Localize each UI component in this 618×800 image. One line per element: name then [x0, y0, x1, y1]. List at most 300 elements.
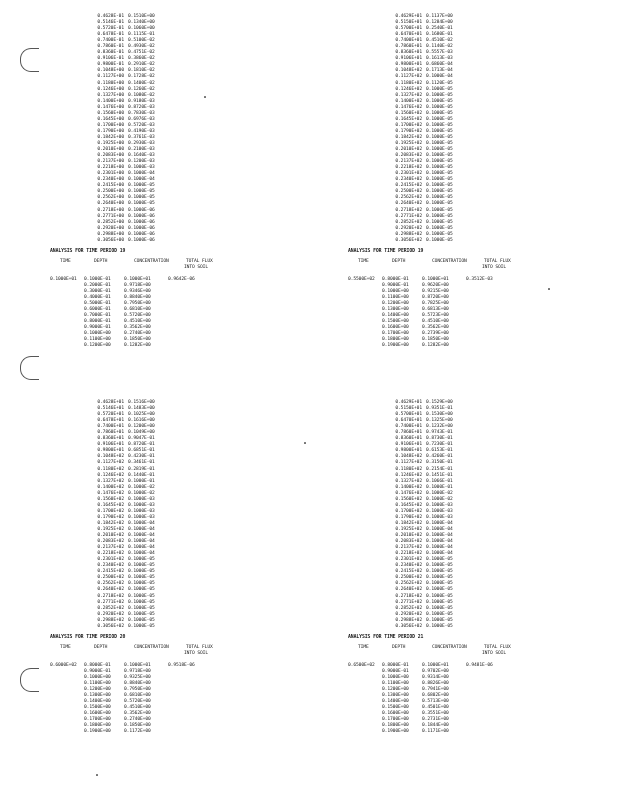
concentration-value: 0.1000E-06	[128, 213, 155, 219]
concentration-value: 0.1000E-05	[128, 195, 155, 201]
depth-value: 0.3000E-01	[84, 289, 111, 295]
depth-value: 0.9000E-01	[382, 668, 409, 674]
depth-value: 0.5720E-01	[97, 26, 124, 32]
concentration-value: 0.1000E-06	[128, 207, 155, 213]
depth-value: 0.9800E+01	[97, 448, 124, 454]
concentration-value: 0.2540E-01	[426, 26, 453, 32]
concentration-value: 0.3562E+00	[124, 325, 151, 331]
concentration-value: 0.9702E+00	[422, 668, 449, 674]
concentration-value: 0.1000E-03	[128, 508, 155, 514]
concentration-value: 0.5720E+00	[124, 313, 151, 319]
depth-value: 0.2771E+02	[97, 599, 124, 605]
concentration-value: 0.1066E-01	[426, 478, 453, 484]
depth-value: 0.2010E+02	[395, 533, 422, 539]
concentration-value: 0.1000E-05	[426, 587, 453, 593]
depth-value: 0.1327E+02	[395, 92, 422, 98]
depth-value: 0.2852E+02	[395, 219, 422, 225]
concentration-value: 0.1232E+00	[426, 424, 453, 430]
depth-value: 0.2415E+02	[395, 183, 422, 189]
depth-value: 0.1900E+00	[382, 343, 409, 349]
depth-value: 0.1246E+02	[97, 472, 124, 478]
concentration-value: 0.1000E-05	[426, 98, 453, 104]
depth-value: 0.1476E+02	[395, 490, 422, 496]
depth-value: 0.2301E+02	[395, 171, 422, 177]
depth-value: 0.1842E+02	[97, 520, 124, 526]
concentration-value: 0.1000E-04	[128, 177, 155, 183]
concentration-value: 0.1728E-02	[128, 74, 155, 80]
depth-value: 0.9000E-01	[84, 325, 111, 331]
concentration-value: 0.1000E-05	[426, 231, 453, 237]
depth-value: 0.4629E+01	[395, 14, 422, 19]
col-total-flux: TOTAL FLUX	[186, 644, 213, 650]
concentration-value: 0.1510E+00	[128, 14, 155, 19]
concentration-value: 0.1530E+00	[426, 412, 453, 418]
period-header: ANALYSIS FOR TIME PERIOD 21	[348, 634, 424, 640]
depth-value: 0.1127E+00	[97, 74, 124, 80]
depth-value: 0.2852E+02	[97, 605, 124, 611]
concentration-value: 0.1200E-03	[128, 159, 155, 165]
concentration-value: 0.7950E+00	[124, 301, 151, 307]
depth-value: 0.2415E+02	[97, 569, 124, 575]
concentration-value: 0.1000E-02	[426, 490, 453, 496]
concentration-value: 0.1000E-05	[426, 575, 453, 581]
depth-value: 0.6478E-01	[97, 32, 124, 38]
depth-value: 0.5150E+01	[395, 20, 422, 26]
concentration-value: 0.2731E+00	[422, 717, 449, 723]
concentration-value: 0.7830E-03	[128, 110, 155, 116]
depth-value: 0.1100E+00	[382, 295, 409, 301]
concentration-value: 0.1260E-02	[128, 86, 155, 92]
depth-value: 0.1246E+02	[395, 472, 422, 478]
concentration-value: 0.1000E-05	[426, 581, 453, 587]
concentration-value: 0.2740E+00	[124, 331, 151, 337]
depth-value: 0.1048E+02	[395, 68, 422, 74]
depth-value: 0.1900E+00	[84, 729, 111, 735]
col-total-flux: TOTAL FLUX	[484, 644, 511, 650]
col-concentration: CONCENTRATION	[134, 644, 169, 650]
concentration-value: 0.1000E-05	[426, 153, 453, 159]
concentration-value: 0.1000E-02	[128, 484, 155, 490]
results-table	[50, 663, 213, 736]
concentration-value: 0.7941E+00	[422, 687, 449, 693]
binder-hole	[20, 668, 39, 692]
col-concentration: CONCENTRATION	[432, 258, 467, 264]
concentration-value: 0.1000E-04	[128, 551, 155, 557]
concentration-value: 0.1000E-05	[426, 617, 453, 623]
concentration-value: 0.8720E-01	[128, 442, 155, 448]
concentration-value: 0.1000E-04	[128, 533, 155, 539]
depth-value: 0.1645E+02	[395, 502, 422, 508]
concentration-value: 0.1000E-05	[426, 177, 453, 183]
speck	[304, 442, 306, 444]
concentration-value: 0.4510E+00	[422, 319, 449, 325]
concentration-value: 0.1000E-05	[128, 581, 155, 587]
depth-value: 0.1500E+00	[382, 319, 409, 325]
concentration-value: 0.1000E-06	[128, 225, 155, 231]
concentration-value: 0.2819E-01	[128, 466, 155, 472]
depth-value: 0.8360E-01	[97, 50, 124, 56]
concentration-value: 0.2740E+00	[124, 717, 151, 723]
concentration-value: 0.1000E-05	[426, 237, 453, 243]
depth-value: 0.1100E+00	[84, 681, 111, 687]
concentration-value: 0.1000E-03	[128, 502, 155, 508]
concentration-value: 0.5713E+00	[422, 699, 449, 705]
concentration-value: 0.4501E+00	[422, 705, 449, 711]
col-depth: DEPTH	[94, 644, 108, 650]
binder-hole	[20, 356, 39, 380]
depth-value: 0.1645E+02	[97, 502, 124, 508]
depth-value: 0.2083E+00	[97, 153, 124, 159]
concentration-value: 0.1120E-05	[426, 80, 453, 86]
depth-value: 0.2083E+02	[395, 153, 422, 159]
concentration-value: 0.1000E-05	[426, 116, 453, 122]
concentration-value: 0.8840E+00	[124, 681, 151, 687]
depth-value: 0.2340E+02	[395, 563, 422, 569]
depth-value: 0.1127E+02	[395, 460, 422, 466]
concentration-value: 0.1000E-05	[426, 557, 453, 563]
depth-value: 0.2137E+00	[97, 159, 124, 165]
depth-value: 0.6470E+01	[395, 32, 422, 38]
concentration-value: 0.3461E-01	[128, 460, 155, 466]
depth-value: 0.8000E-01	[382, 276, 409, 282]
concentration-value: 0.2930E-03	[128, 140, 155, 146]
depth-value: 0.2920E+02	[395, 225, 422, 231]
depth-value: 0.3056E+02	[395, 623, 422, 629]
concentration-value: 0.1000E-05	[426, 605, 453, 611]
concentration-value: 0.1000E-04	[128, 526, 155, 532]
depth-value: 0.2137E+02	[395, 159, 422, 165]
depth-value: 0.1476E+02	[395, 104, 422, 110]
concentration-value: 0.1000E-05	[426, 140, 453, 146]
depth-value: 0.2562E+00	[97, 195, 124, 201]
results-row	[348, 343, 511, 349]
concentration-value: 0.1000E-05	[426, 225, 453, 231]
depth-value: 0.1200E+00	[84, 687, 111, 693]
depth-value: 0.1100E+00	[84, 337, 111, 343]
depth-value: 0.1127E+02	[97, 460, 124, 466]
profile-table	[378, 14, 511, 244]
depth-value: 0.1600E+00	[382, 711, 409, 717]
concentration-value: 0.1000E-05	[128, 587, 155, 593]
depth-value: 0.1048E+02	[395, 454, 422, 460]
concentration-value: 0.1810E-02	[128, 68, 155, 74]
depth-value: 0.2340E+02	[395, 177, 422, 183]
concentration-value: 0.5723E+00	[422, 313, 449, 319]
depth-value: 0.1925E+00	[97, 140, 124, 146]
depth-value: 0.1327E+02	[395, 478, 422, 484]
table-row	[80, 624, 213, 630]
concentration-value: 0.1000E-05	[426, 201, 453, 207]
depth-value: 0.7400E+01	[97, 424, 124, 430]
concentration-value: 0.6976E-03	[128, 116, 155, 122]
depth-value: 0.1700E+02	[395, 122, 422, 128]
col-time: TIME	[60, 644, 71, 650]
depth-value: 0.1800E+00	[382, 723, 409, 729]
concentration-value: 0.2100E-03	[128, 147, 155, 153]
depth-value: 0.1300E+00	[382, 693, 409, 699]
depth-value: 0.2218E+02	[395, 165, 422, 171]
concentration-value: 0.1000E-05	[426, 134, 453, 140]
depth-value: 0.6478E+01	[97, 418, 124, 424]
depth-value: 0.1476E+00	[97, 104, 124, 110]
col-sub-into-soil: INTO SOIL	[184, 264, 208, 270]
col-sub-into-soil: INTO SOIL	[184, 650, 208, 656]
depth-value: 0.9800E-01	[97, 62, 124, 68]
concentration-value: 0.1000E-05	[426, 159, 453, 165]
concentration-value: 0.3860E-02	[128, 56, 155, 62]
depth-value: 0.1400E+00	[382, 699, 409, 705]
concentration-value: 0.9314E+00	[422, 675, 449, 681]
depth-value: 0.1400E+00	[84, 699, 111, 705]
concentration-value: 0.1000E-05	[128, 189, 155, 195]
depth-value: 0.4628E-01	[97, 14, 124, 19]
concentration-value: 0.1000E-05	[128, 563, 155, 569]
depth-value: 0.8000E-01	[84, 319, 111, 325]
column-header	[50, 645, 213, 651]
speck	[548, 288, 550, 290]
depth-value: 0.2500E+02	[395, 189, 422, 195]
concentration-value: 0.1080E-02	[128, 92, 155, 98]
depth-value: 0.1560E+00	[97, 110, 124, 116]
depth-value: 0.1790E+02	[395, 128, 422, 134]
depth-value: 0.8000E-01	[382, 662, 409, 668]
concentration-value: 0.4230E-01	[128, 454, 155, 460]
depth-value: 0.7860E+01	[395, 430, 422, 436]
period-header: ANALYSIS FOR TIME PERIOD 19	[50, 248, 126, 254]
concentration-value: 0.1000E-05	[426, 563, 453, 569]
profile-table	[80, 14, 213, 244]
panel-top-left	[50, 14, 213, 349]
depth-value: 0.2562E+02	[395, 581, 422, 587]
depth-value: 0.5150E+01	[395, 406, 422, 412]
depth-value: 0.1400E+00	[382, 313, 409, 319]
depth-value: 0.1000E+00	[84, 331, 111, 337]
col-concentration: CONCENTRATION	[134, 258, 169, 264]
depth-value: 0.2562E+02	[395, 195, 422, 201]
concentration-value: 0.1282E+00	[422, 343, 449, 349]
depth-value: 0.2137E+02	[395, 545, 422, 551]
col-time: TIME	[358, 644, 369, 650]
depth-value: 0.2340E+02	[97, 563, 124, 569]
concentration-value: 0.9346E+00	[124, 289, 151, 295]
concentration-value: 0.1000E-04	[426, 533, 453, 539]
concentration-value: 0.1000E-03	[426, 502, 453, 508]
concentration-value: 0.1000E-05	[128, 605, 155, 611]
concentration-value: 0.1000E-05	[128, 183, 155, 189]
depth-value: 0.7860E+01	[395, 44, 422, 50]
concentration-value: 0.1000E-05	[426, 147, 453, 153]
table-row	[80, 238, 213, 244]
concentration-value: 0.1000E+01	[422, 276, 449, 282]
flux-value: 0.9642E-06	[168, 276, 195, 282]
depth-value: 0.1400E+02	[395, 484, 422, 490]
depth-value: 0.1048E+00	[97, 68, 124, 74]
concentration-value: 0.9718E+00	[124, 282, 151, 288]
depth-value: 0.1842E+02	[395, 520, 422, 526]
depth-value: 0.2301E+02	[97, 557, 124, 563]
depth-value: 0.1476E+02	[97, 490, 124, 496]
concentration-value: 0.1000E-05	[128, 617, 155, 623]
results-table	[50, 277, 213, 350]
concentration-value: 0.9743E-01	[426, 430, 453, 436]
concentration-value: 0.1171E+00	[422, 729, 449, 735]
depth-value: 0.2083E+02	[97, 539, 124, 545]
col-concentration: CONCENTRATION	[432, 644, 467, 650]
concentration-value: 0.1000E-04	[426, 520, 453, 526]
concentration-value: 0.4510E+00	[124, 705, 151, 711]
profile-table	[378, 400, 511, 630]
depth-value: 0.1925E+02	[395, 526, 422, 532]
binder-hole	[20, 48, 39, 72]
depth-value: 0.2988E+02	[97, 617, 124, 623]
concentration-value: 0.1850E+00	[124, 723, 151, 729]
depth-value: 0.2415E+02	[395, 569, 422, 575]
concentration-value: 0.1000E+01	[422, 662, 449, 668]
depth-value: 0.1925E+02	[395, 140, 422, 146]
depth-value: 0.4000E-01	[84, 295, 111, 301]
concentration-value: 0.1115E-01	[128, 32, 155, 38]
concentration-value: 0.1000E-05	[426, 623, 453, 629]
concentration-value: 0.5100E-02	[128, 38, 155, 44]
concentration-value: 0.1282E+00	[124, 343, 151, 349]
depth-value: 0.1246E+00	[97, 86, 124, 92]
concentration-value: 0.1000E-05	[128, 201, 155, 207]
depth-value: 0.1600E+00	[84, 711, 111, 717]
concentration-value: 0.1000E-02	[128, 490, 155, 496]
col-depth: DEPTH	[392, 644, 406, 650]
depth-value: 0.7000E-01	[84, 313, 111, 319]
concentration-value: 0.1680E-01	[426, 32, 453, 38]
depth-value: 0.2000E-01	[84, 282, 111, 288]
depth-value: 0.1790E+00	[97, 128, 124, 134]
concentration-value: 0.1060E+00	[128, 26, 155, 32]
concentration-value: 0.1000E-03	[128, 496, 155, 502]
results-row	[348, 729, 511, 735]
concentration-value: 0.1000E-05	[128, 599, 155, 605]
concentration-value: 0.2154E-01	[426, 466, 453, 472]
depth-value: 0.1400E+00	[97, 98, 124, 104]
depth-value: 0.1900E+00	[382, 729, 409, 735]
concentration-value: 0.1000E-04	[426, 74, 453, 80]
concentration-value: 0.9215E+00	[422, 289, 449, 295]
depth-value: 0.1700E+00	[97, 122, 124, 128]
concentration-value: 0.6153E-01	[426, 448, 453, 454]
concentration-value: 0.1325E+00	[426, 418, 453, 424]
concentration-value: 0.1000E-04	[128, 520, 155, 526]
depth-value: 0.1048E+02	[97, 454, 124, 460]
col-sub-into-soil: INTO SOIL	[482, 650, 506, 656]
depth-value: 0.1700E+00	[84, 717, 111, 723]
depth-value: 0.1645E+00	[97, 116, 124, 122]
col-time: TIME	[358, 258, 369, 264]
depth-value: 0.7860E-01	[97, 44, 124, 50]
time-value: 0.5500E+02	[348, 276, 375, 282]
depth-value: 0.2640E+02	[395, 587, 422, 593]
concentration-value: 0.8720E+00	[422, 295, 449, 301]
concentration-value: 0.4510E-02	[426, 38, 453, 44]
depth-value: 0.2218E+00	[97, 165, 124, 171]
concentration-value: 0.3562E+00	[124, 711, 151, 717]
depth-value: 0.2415E+00	[97, 183, 124, 189]
concentration-value: 0.1000E-05	[426, 104, 453, 110]
concentration-value: 0.1000E-05	[426, 593, 453, 599]
depth-value: 0.9800E+01	[395, 62, 422, 68]
depth-value: 0.1180E+02	[97, 466, 124, 472]
depth-value: 0.9800E+01	[395, 448, 422, 454]
concentration-value: 0.1000E-04	[128, 545, 155, 551]
flux-value: 0.9481E-06	[466, 662, 493, 668]
concentration-value: 0.9718E+00	[124, 668, 151, 674]
depth-value: 0.1327E+00	[97, 92, 124, 98]
concentration-value: 0.1200E+00	[128, 424, 155, 430]
concentration-value: 0.9325E+00	[124, 675, 151, 681]
depth-value: 0.1127E+02	[395, 74, 422, 80]
concentration-value: 0.1000E-05	[426, 122, 453, 128]
concentration-value: 0.4510E+00	[124, 319, 151, 325]
depth-value: 0.2500E+02	[97, 575, 124, 581]
depth-value: 0.5700E+01	[395, 26, 422, 32]
depth-value: 0.2852E+00	[97, 219, 124, 225]
depth-value: 0.1000E+00	[84, 675, 111, 681]
concentration-value: 0.6810E+00	[124, 307, 151, 313]
concentration-value: 0.1844E+00	[422, 723, 449, 729]
concentration-value: 0.2910E-02	[128, 62, 155, 68]
concentration-value: 0.1000E-06	[128, 237, 155, 243]
concentration-value: 0.1000E-06	[128, 219, 155, 225]
time-value: 0.6000E+02	[50, 662, 77, 668]
concentration-value: 0.1440E-01	[128, 472, 155, 478]
depth-value: 0.1200E+00	[84, 343, 111, 349]
concentration-value: 0.1000E-06	[128, 231, 155, 237]
depth-value: 0.2500E+02	[395, 575, 422, 581]
depth-value: 0.2988E+02	[395, 617, 422, 623]
concentration-value: 0.1529E+00	[426, 400, 453, 405]
depth-value: 0.9106E+01	[395, 442, 422, 448]
concentration-value: 0.1000E-05	[426, 219, 453, 225]
concentration-value: 0.1000E-05	[426, 165, 453, 171]
concentration-value: 0.1000E-05	[426, 183, 453, 189]
depth-value: 0.1842E+00	[97, 134, 124, 140]
depth-value: 0.1200E+00	[382, 687, 409, 693]
period-header: ANALYSIS FOR TIME PERIOD 20	[50, 634, 126, 640]
depth-value: 0.1842E+02	[395, 134, 422, 140]
depth-value: 0.1560E+02	[97, 496, 124, 502]
depth-value: 0.2640E+00	[97, 201, 124, 207]
concentration-value: 0.1000E-05	[426, 611, 453, 617]
concentration-value: 0.1640E-03	[128, 153, 155, 159]
concentration-value: 0.3562E+00	[422, 325, 449, 331]
depth-value: 0.2137E+02	[97, 545, 124, 551]
concentration-value: 0.1000E-04	[426, 545, 453, 551]
column-header	[50, 259, 213, 265]
depth-value: 0.2010E+00	[97, 147, 124, 153]
depth-value: 0.5700E+01	[395, 412, 422, 418]
depth-value: 0.1180E+00	[97, 80, 124, 86]
concentration-value: 0.1137E+00	[426, 14, 453, 19]
depth-value: 0.1200E+00	[382, 301, 409, 307]
flux-value: 0.9518E-06	[168, 662, 195, 668]
depth-value: 0.2718E+00	[97, 207, 124, 213]
depth-value: 0.9000E-01	[84, 668, 111, 674]
concentration-value: 0.9047E-01	[128, 436, 155, 442]
depth-value: 0.1560E+02	[395, 110, 422, 116]
depth-value: 0.1800E+00	[84, 723, 111, 729]
concentration-value: 0.1616E+00	[128, 418, 155, 424]
concentration-value: 0.8720E-03	[128, 104, 155, 110]
concentration-value: 0.1000E-05	[426, 207, 453, 213]
depth-value: 0.1700E+00	[382, 331, 409, 337]
depth-value: 0.2301E+00	[97, 171, 124, 177]
